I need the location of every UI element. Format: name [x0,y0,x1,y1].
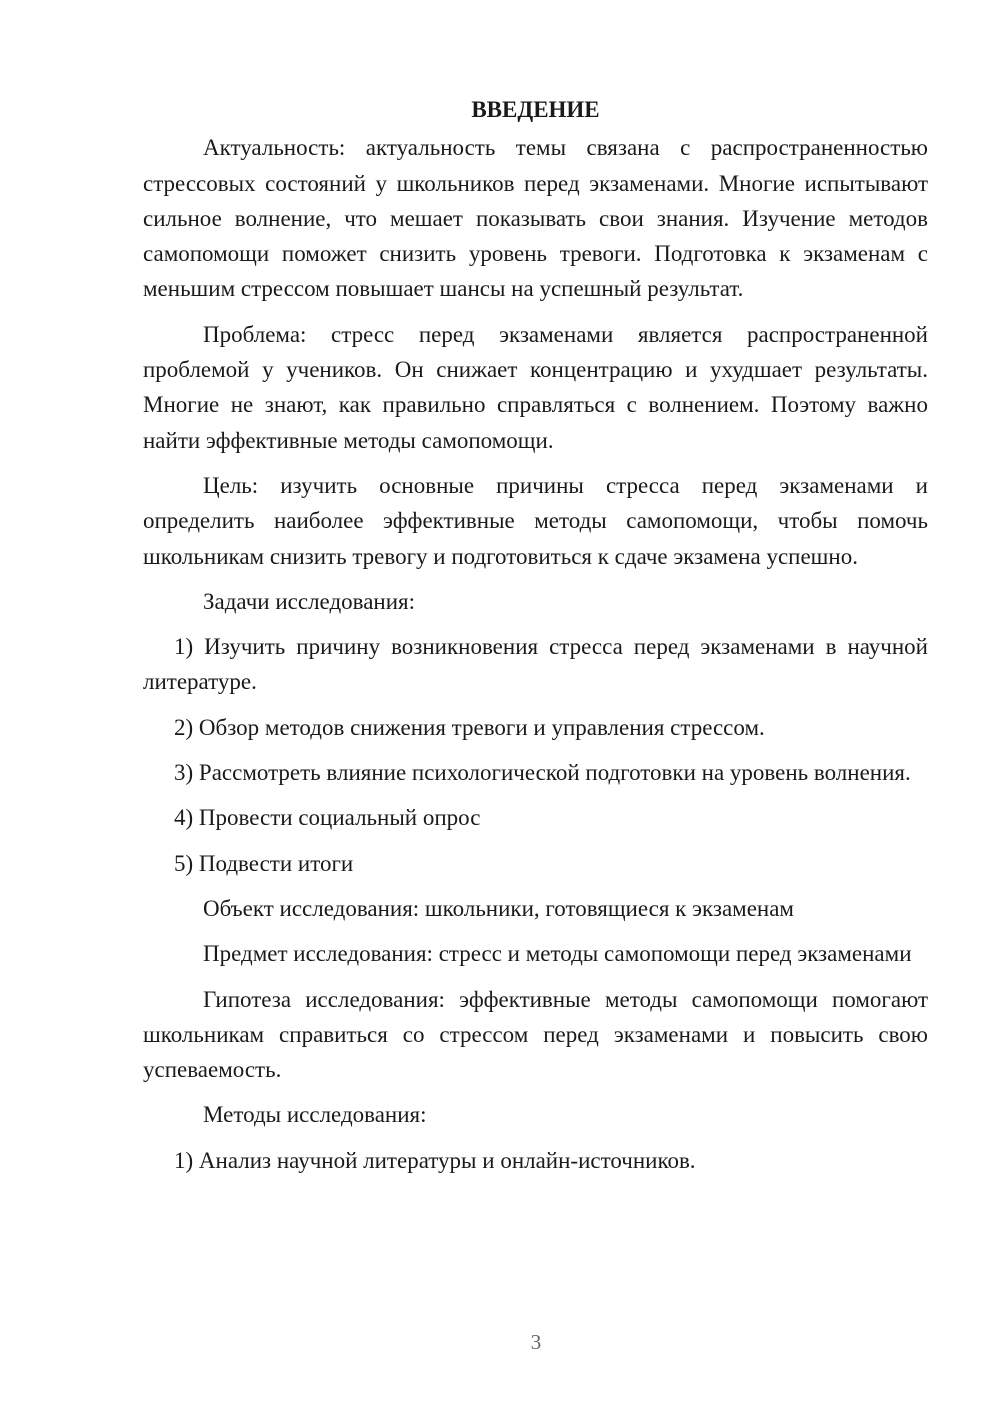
task-item-2: 2) Обзор методов снижения тревоги и управления стрессом. [174,714,765,740]
object-paragraph: Объект исследования: школьники, готовящиеся к экзаменам [203,895,794,921]
tasks-title: Задачи исследования: [203,588,416,614]
task-item-5: 5) Подвести итоги [174,850,354,876]
section-heading: ВВЕДЕНИЕ [471,97,600,122]
problem-paragraph: Проблема: стресс перед экзаменами является распространенной проблемой у учеников. Он снижает концентрацию и ухудшает результаты. Многие не знают, как правильно справляться с волнением. Поэтому важно найти эффективные методы самопомощи. [143,321,928,453]
page-number: 3 [530,1330,542,1354]
task-item-1: 1) Изучить причину возникновения стресса перед экзаменами в научной литературе. [143,634,928,695]
task-item-4: 4) Провести социальный опрос [174,805,481,831]
goal-paragraph: Цель: изучить основные причины стресса перед экзаменами и определить наиболее эффективные методы самопомощи, чтобы помочь школьникам снизить тревогу и подготовиться к сдаче экзамена успешно. [143,472,928,569]
actuality-paragraph: Актуальность: актуальность темы связана с распространенностью стрессовых состояний у школьников перед экзаменами. Многие испытывают сильное волнение, что мешает показывать свои знания. Изучение методов самопомощи поможет снизить уровень тревоги. Подготовка к экзаменам с меньшим стрессом повышает шансы на успешный результат. [143,135,928,302]
subject-paragraph: Предмет исследования: стресс и методы самопомощи перед экзаменами [203,941,912,967]
methods-title: Методы исследования: [203,1102,427,1128]
task-item-3: 3) Рассмотреть влияние психологической подготовки на уровень волнения. [174,760,911,786]
hypothesis-paragraph: Гипотеза исследования: эффективные методы самопомощи помогают школьникам справиться со стрессом перед экзаменами и повысить свою успеваемость. [143,986,928,1083]
method-item-1: 1) Анализ научной литературы и онлайн-источников. [174,1147,696,1173]
page-content [143,92,928,1188]
